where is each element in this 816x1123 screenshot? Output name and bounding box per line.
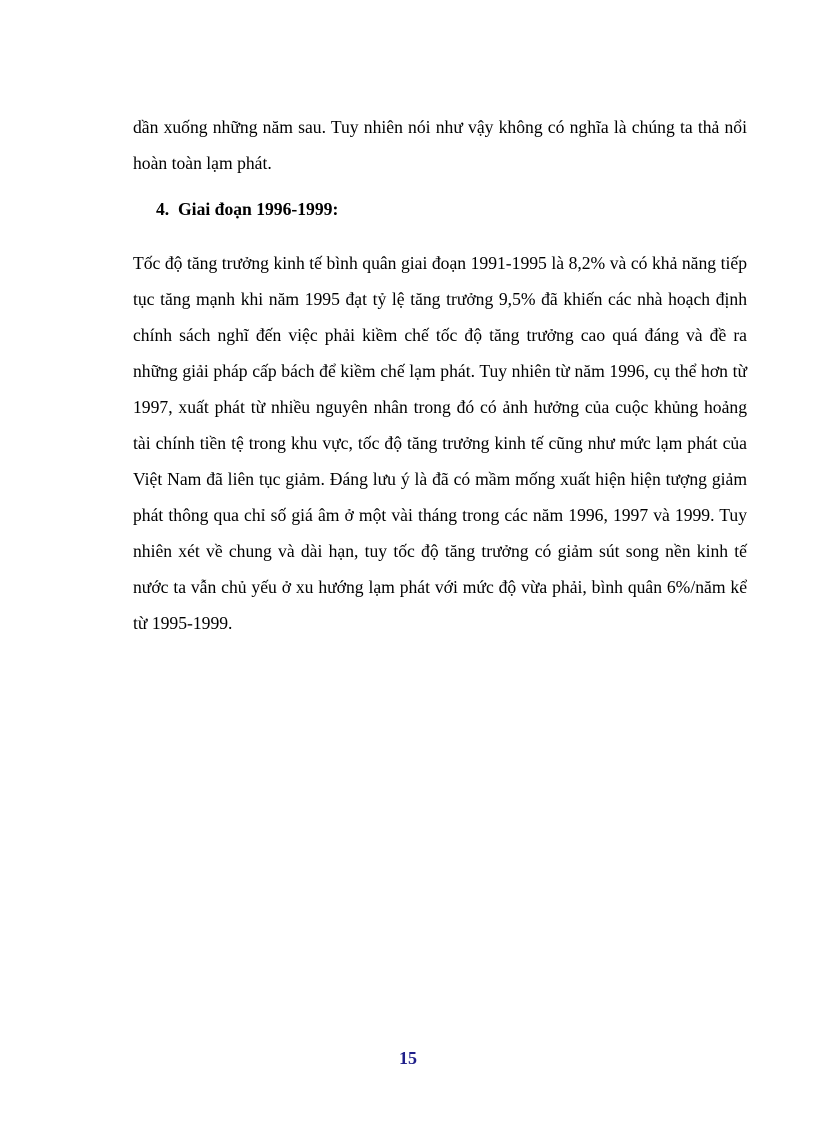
section-heading-title: Giai đoạn 1996-1999: [178, 199, 339, 219]
section-heading [156, 199, 338, 220]
paragraph-body: Tốc độ tăng trưởng kinh tế bình quân giai đoạn 1991-1995 là 8,2% và có khả năng tiếp tục tăng mạnh khi năm 1995 đạt tỷ lệ tăng trưởng 9,5% đã khiến các nhà hoạch định chính sách nghĩ đến việc phải kiềm chế tốc độ tăng trưởng cao quá đáng và đề ra những giải pháp cấp bách để kiềm chế lạm phát. Tuy nhiên từ năm 1996, cụ thể hơn từ 1997, xuất phát từ nhiều nguyên nhân trong đó có ảnh hưởng của cuộc khủng hoảng tài chính tiền tệ trong khu vực, tốc độ tăng trưởng kinh tế cũng như mức lạm phát của Việt Nam đã liên tục giảm. Đáng lưu ý là đã có mầm mống xuất hiện hiện tượng giảm phát thông qua chỉ số giá âm ở một vài tháng trong các năm 1996, 1997 và 1999. Tuy nhiên xét về chung và dài hạn, tuy tốc độ tăng trưởng có giảm sút song nền kinh tế nước ta vẫn chủ yếu ở xu hướng lạm phát với mức độ vừa phải, bình quân 6%/năm kể từ 1995-1999. [133, 253, 747, 633]
paragraph-continuation: dần xuống những năm sau. Tuy nhiên nói như vậy không có nghĩa là chúng ta thả nổi hoàn toàn lạm phát. [133, 117, 747, 173]
page-number: 15 [399, 1048, 417, 1068]
section-heading-number: 4. [156, 199, 170, 219]
